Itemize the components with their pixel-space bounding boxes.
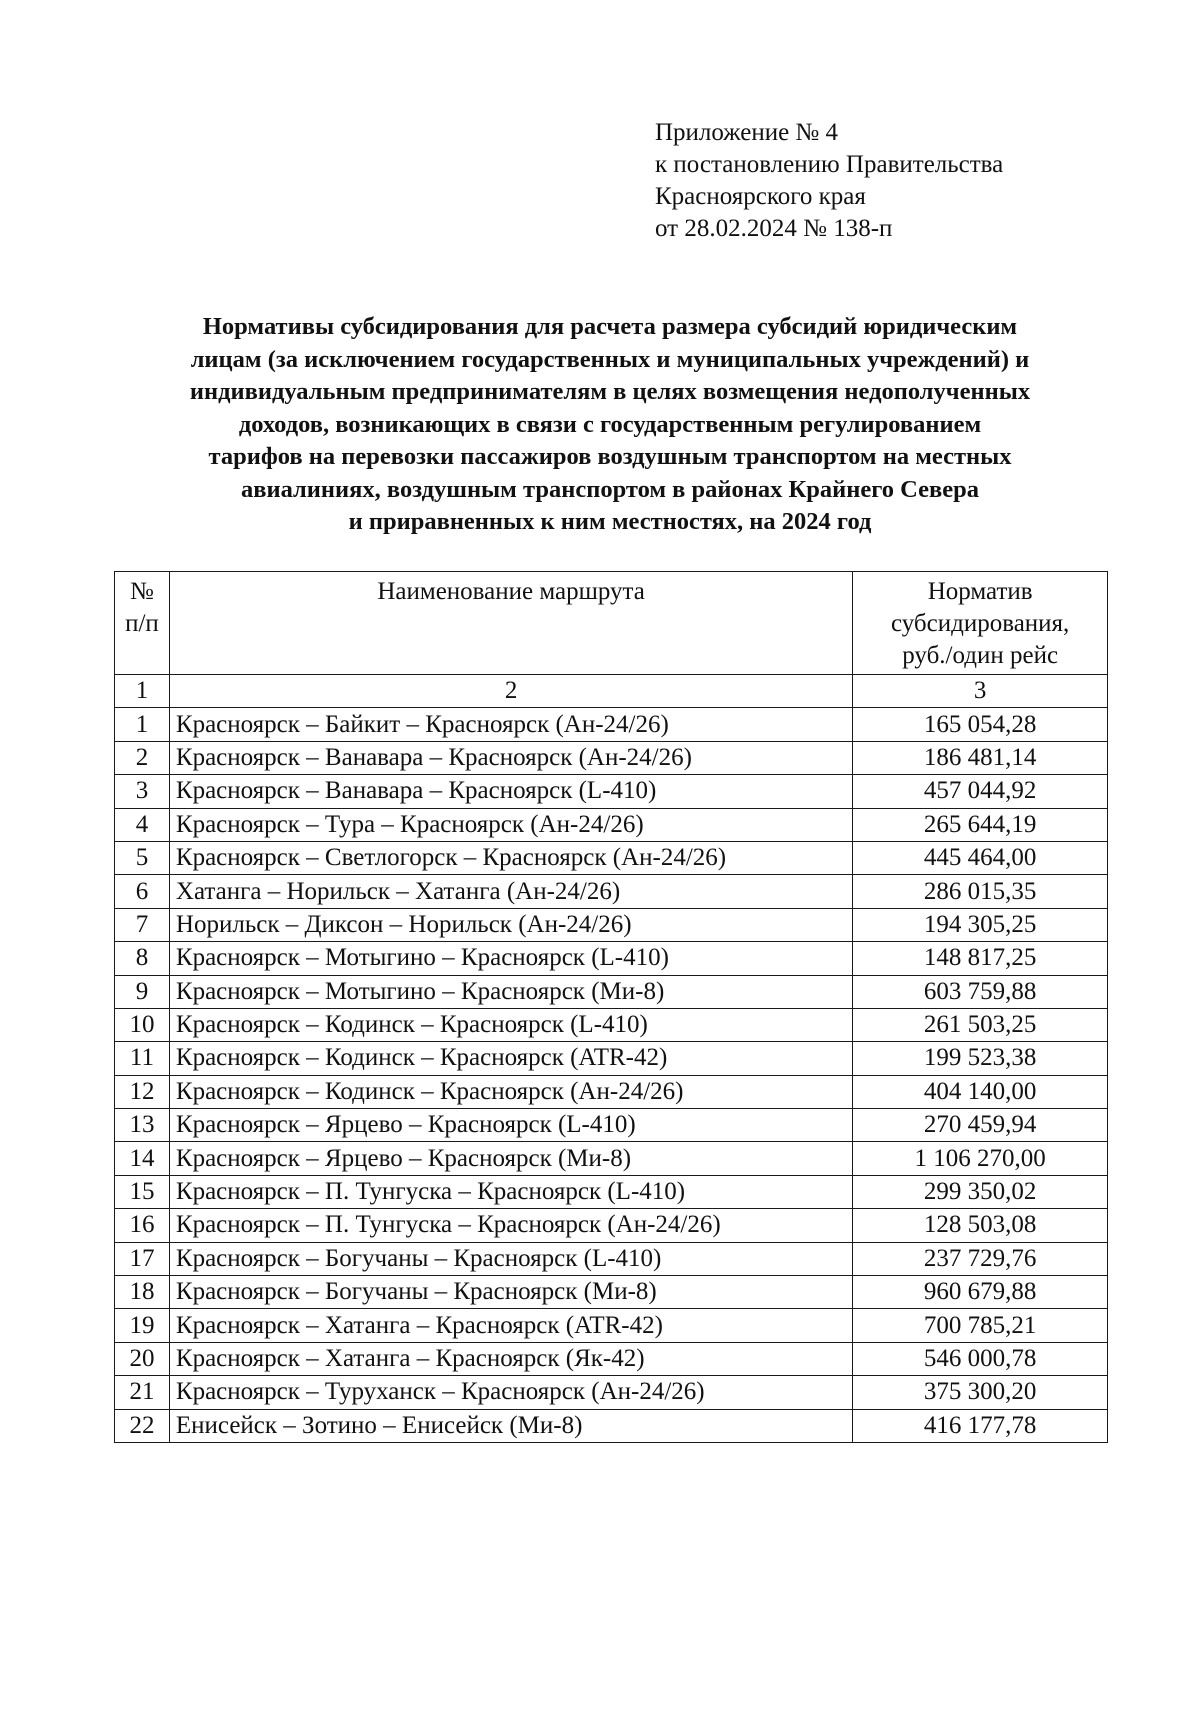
route-name: Красноярск – Кодинск – Красноярск (L-410)	[169, 1008, 852, 1041]
row-number: 12	[115, 1075, 170, 1108]
row-number: 6	[115, 875, 170, 908]
subsidy-norm: 237 729,76	[853, 1242, 1108, 1275]
table-row	[115, 975, 1108, 1008]
header-norm-line: Норматив	[927, 578, 1033, 605]
subsidy-norm: 199 523,38	[853, 1042, 1108, 1075]
route-name: Красноярск – Байкит – Красноярск (Ан-24/26)	[169, 708, 852, 741]
row-number: 14	[115, 1142, 170, 1175]
appendix-line: от 28.02.2024 № 138-п	[655, 215, 893, 242]
table-row	[115, 1276, 1108, 1309]
subsidy-norm: 457 044,92	[853, 775, 1108, 808]
route-name: Енисейск – Зотино – Енисейск (Ми-8)	[169, 1409, 852, 1442]
row-number: 10	[115, 1008, 170, 1041]
table-row	[115, 1242, 1108, 1275]
title-line: индивидуальным предпринимателям в целях возмещения недополученных	[189, 378, 1031, 405]
row-number: 1	[115, 708, 170, 741]
row-number: 3	[115, 775, 170, 808]
route-name: Красноярск – Ярцево – Красноярск (Ми-8)	[169, 1142, 852, 1175]
row-number: 21	[115, 1376, 170, 1409]
table-row	[115, 1409, 1108, 1442]
header-norm-line: субсидирования,	[891, 610, 1070, 637]
subsidy-norm: 286 015,35	[853, 875, 1108, 908]
table-row	[115, 741, 1108, 774]
row-number: 13	[115, 1109, 170, 1142]
row-number: 8	[115, 942, 170, 975]
table-row	[115, 1142, 1108, 1175]
table-row	[115, 875, 1108, 908]
row-number: 9	[115, 975, 170, 1008]
row-number: 5	[115, 841, 170, 874]
title-line: лицам (за исключением государственных и муниципальных учреждений) и	[190, 345, 1030, 373]
header-number	[115, 572, 170, 675]
route-name: Красноярск – Кодинск – Красноярск (ATR-42)	[169, 1042, 852, 1075]
subsidy-norm: 416 177,78	[853, 1409, 1108, 1442]
appendix-block	[655, 117, 1003, 245]
header-route: Наименование маршрута	[169, 572, 852, 675]
subsidy-norm: 299 350,02	[853, 1175, 1108, 1208]
header-number-line: №	[130, 578, 154, 605]
title-line: тарифов на перевозки пассажиров воздушным транспортом на местных	[208, 443, 1012, 470]
route-name: Хатанга – Норильск – Хатанга (Ан-24/26)	[169, 875, 852, 908]
route-name: Красноярск – Ярцево – Красноярск (L-410)	[169, 1109, 852, 1142]
row-number: 11	[115, 1042, 170, 1075]
route-name: Красноярск – Хатанга – Красноярск (Як-42)	[169, 1342, 852, 1375]
row-number: 15	[115, 1175, 170, 1208]
subsidy-norm: 194 305,25	[853, 908, 1108, 941]
subsidy-norm: 165 054,28	[853, 708, 1108, 741]
subsidy-norm: 148 817,25	[853, 942, 1108, 975]
route-name: Красноярск – П. Тунгуска – Красноярск (L-410)	[169, 1175, 852, 1208]
subsidy-norm: 375 300,20	[853, 1376, 1108, 1409]
table-row	[115, 775, 1108, 808]
route-name: Норильск – Диксон – Норильск (Ан-24/26)	[169, 908, 852, 941]
subsidy-norm: 261 503,25	[853, 1008, 1108, 1041]
title-line: Нормативы субсидирования для расчета размера субсидий юридическим	[202, 313, 1018, 340]
table-row	[115, 1008, 1108, 1041]
table-row	[115, 1209, 1108, 1242]
route-name: Красноярск – Кодинск – Красноярск (Ан-24/26)	[169, 1075, 852, 1108]
header-norm-line: руб./один рейс	[902, 642, 1059, 669]
table-header-row	[115, 572, 1108, 675]
row-number: 2	[115, 741, 170, 774]
header-norm	[853, 572, 1108, 675]
route-name: Красноярск – Ванавара – Красноярск (L-410)	[169, 775, 852, 808]
table-row	[115, 708, 1108, 741]
route-name: Красноярск – Богучаны – Красноярск (L-410)	[169, 1242, 852, 1275]
subsidy-norm: 128 503,08	[853, 1209, 1108, 1242]
route-name: Красноярск – Светлогорск – Красноярск (Ан-24/26)	[169, 841, 852, 874]
title-line: доходов, возникающих в связи с государственным регулированием	[238, 410, 982, 438]
subsidy-norm: 960 679,88	[853, 1276, 1108, 1309]
header-number-line: п/п	[125, 610, 159, 637]
subsidy-norm: 445 464,00	[853, 841, 1108, 874]
subsidy-norm: 270 459,94	[853, 1109, 1108, 1142]
row-number: 16	[115, 1209, 170, 1242]
table-row	[115, 1075, 1108, 1108]
table-row	[115, 908, 1108, 941]
route-name: Красноярск – Тура – Красноярск (Ан-24/26)	[169, 808, 852, 841]
table-row	[115, 1175, 1108, 1208]
row-number: 19	[115, 1309, 170, 1342]
table-row	[115, 942, 1108, 975]
route-name: Красноярск – Богучаны – Красноярск (Ми-8)	[169, 1276, 852, 1309]
subsidy-norm: 265 644,19	[853, 808, 1108, 841]
row-number: 4	[115, 808, 170, 841]
table-row	[115, 841, 1108, 874]
column-number: 1	[115, 675, 170, 708]
route-name: Красноярск – П. Тунгуска – Красноярск (Ан-24/26)	[169, 1209, 852, 1242]
subsidy-norms-table	[114, 571, 1108, 1443]
route-name: Красноярск – Хатанга – Красноярск (ATR-42)	[169, 1309, 852, 1342]
route-name: Красноярск – Ванавара – Красноярск (Ан-24/26)	[169, 741, 852, 774]
subsidy-norm: 186 481,14	[853, 741, 1108, 774]
column-number: 2	[169, 675, 852, 708]
document-title	[110, 311, 1110, 539]
row-number: 20	[115, 1342, 170, 1375]
title-line: авиалиниях, воздушным транспортом в районах Крайнего Севера	[240, 475, 979, 503]
column-number: 3	[853, 675, 1108, 708]
route-name: Красноярск – Туруханск – Красноярск (Ан-24/26)	[169, 1376, 852, 1409]
table-row	[115, 1309, 1108, 1342]
appendix-line: Приложение № 4	[655, 119, 839, 146]
appendix-line: к постановлению Правительства	[655, 151, 1004, 178]
subsidy-norm: 603 759,88	[853, 975, 1108, 1008]
row-number: 18	[115, 1276, 170, 1309]
table-row	[115, 1376, 1108, 1409]
subsidy-norm: 546 000,78	[853, 1342, 1108, 1375]
subsidy-norm: 700 785,21	[853, 1309, 1108, 1342]
row-number: 17	[115, 1242, 170, 1275]
table-row	[115, 808, 1108, 841]
row-number: 7	[115, 908, 170, 941]
appendix-line: Красноярского края	[655, 183, 866, 210]
subsidy-norm: 1 106 270,00	[853, 1142, 1108, 1175]
route-name: Красноярск – Мотыгино – Красноярск (L-410)	[169, 942, 852, 975]
route-name: Красноярск – Мотыгино – Красноярск (Ми-8)	[169, 975, 852, 1008]
table-row	[115, 1042, 1108, 1075]
title-line: и приравненных к ним местностях, на 2024 год	[348, 508, 872, 535]
column-number-row	[115, 675, 1108, 708]
table-row	[115, 1109, 1108, 1142]
table-row	[115, 1342, 1108, 1375]
subsidy-norm: 404 140,00	[853, 1075, 1108, 1108]
row-number: 22	[115, 1409, 170, 1442]
